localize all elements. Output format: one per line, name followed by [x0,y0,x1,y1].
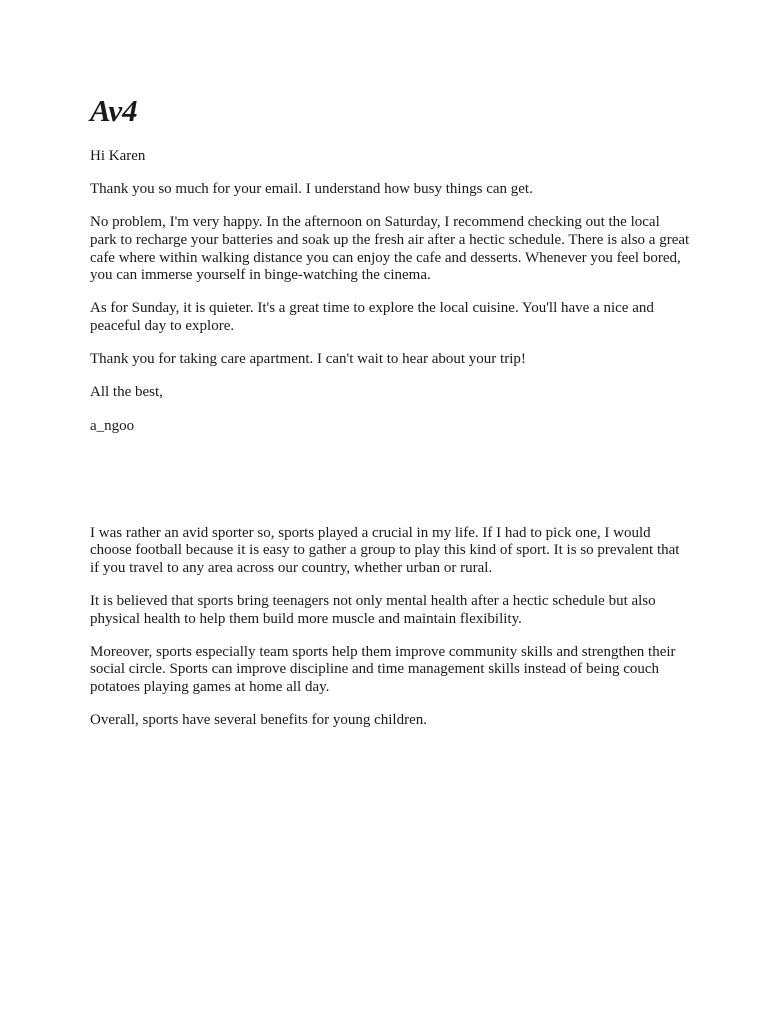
email-paragraph-4: Thank you for taking care apartment. I can't wait to hear about your trip! [90,351,526,368]
email-paragraph-1: Thank you so much for your email. I understand how busy things can get. [90,181,533,198]
email-greeting: Hi Karen [90,148,146,164]
email-section [90,148,690,435]
email-closing: All the best, [90,384,163,401]
document-title: Av4 [90,93,138,128]
email-signature: a_ngoo [90,417,135,434]
essay-paragraph-3: Moreover, sports especially team sports help them improve community skills and strengthen their social circle. Sports can improve discipline and time management skills instead of being couch potatoes playing games at home all day. [90,643,676,696]
email-paragraph-3: As for Sunday, it is quieter. It's a great time to explore the local cuisine. You'll have a nice and peaceful day to explore. [90,300,654,334]
essay-paragraph-2: It is believed that sports bring teenagers not only mental health after a hectic schedule but also physical health to help them build more muscle and maintain flexibility. [90,593,656,627]
section-spacer [90,451,690,525]
email-paragraph-2: No problem, I'm very happy. In the afternoon on Saturday, I recommend checking out the local park to recharge your batteries and soak up the fresh air after a hectic schedule. There is also a great cafe where within walking distance you can enjoy the cafe and desserts. Whenever you feel bored, you can immerse yourself in binge-watching the cinema. [90,214,690,284]
essay-paragraph-1: I was rather an avid sporter so, sports played a crucial in my life. If I had to pick one, I would choose football because it is easy to gather a group to play this kind of sport. It is so prevalent that if you travel to any area across our country, whether urban or rural. [90,524,680,576]
document-page [90,92,690,745]
essay-section [90,525,690,730]
essay-paragraph-4: Overall, sports have several benefits for young children. [90,712,427,729]
